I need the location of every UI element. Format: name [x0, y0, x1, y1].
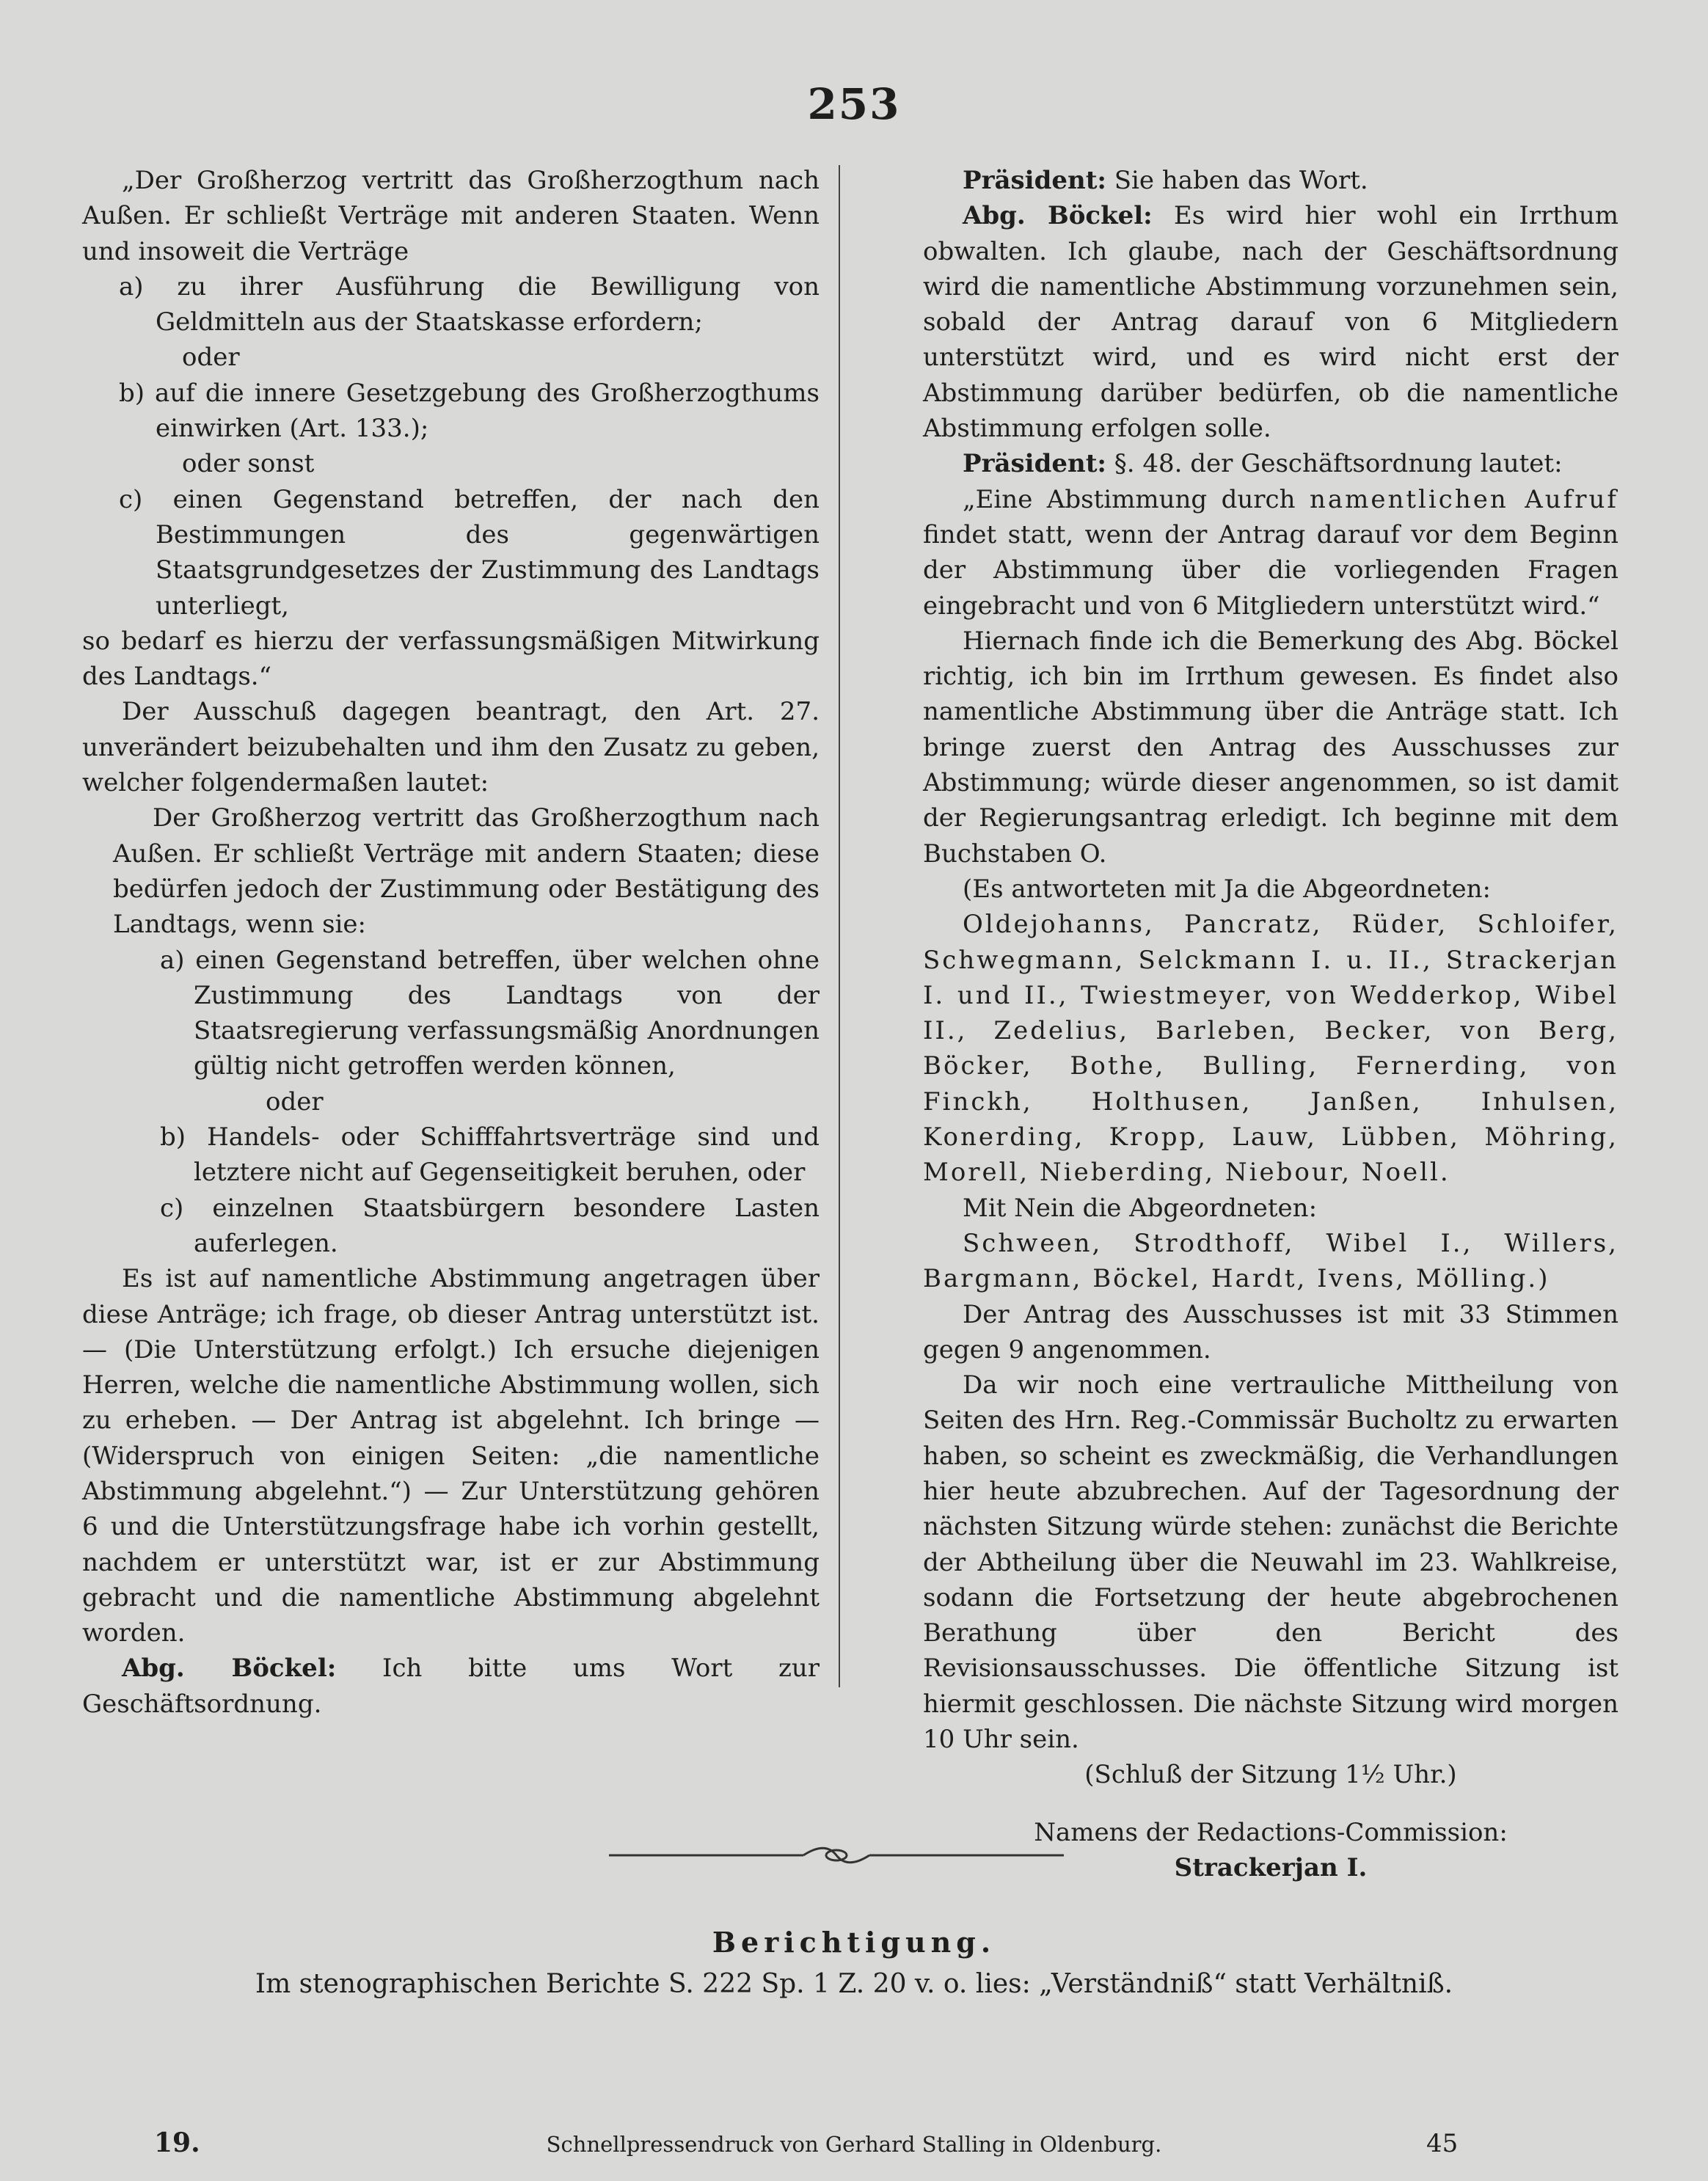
speaker-name: Präsident: [963, 166, 1106, 195]
rules-quote-emphasis: namentlichen Aufruf [1309, 484, 1618, 514]
vote-yes-heading: (Es antworteten mit Ja die Abgeordneten: [963, 874, 1491, 904]
footer-printer: Schnellpressendruck von Gerhard Stalling in Oldenburg. [546, 2132, 1162, 2157]
left-column [82, 163, 820, 1722]
speech-boeckel-2 [923, 198, 1618, 446]
correction-title: Berichtigung. [712, 1926, 996, 1959]
speaker-name: Abg. Böckel: [963, 201, 1153, 231]
session-end-note: (Schluß der Sitzung 1½ Uhr.) [1084, 1760, 1457, 1790]
speech-text: Es wird hier wohl ein Irrthum obwalten. Ich glaube, nach der Geschäftsordnung wird die namentliche Abstimmung vorzunehmen sein, sobald der Antrag darauf von 6 Mitgliedern unterstützt wird, und es wird nicht erst der Abstimmung darüber bedürfen, ob die namentliche Abstimmung erfolgen solle. [923, 201, 1619, 444]
rules-quote-start: „Eine Abstimmung durch [963, 484, 1310, 514]
speech-president-2 [923, 446, 1618, 481]
footer-page-count: 45 [1426, 2129, 1459, 2158]
speaker-name: Abg. Böckel: [122, 1654, 337, 1684]
list-item-a: a) zu ihrer Ausführung die Bewilligung von Geldmitteln aus der Staatskasse erfordern; [119, 271, 820, 337]
list-connector-oder-sonst: oder sonst [182, 449, 315, 479]
list-connector-oder: oder [182, 343, 240, 373]
list-item-b: b) auf die innere Gesetzgebung des Großherzogthums einwirken (Art. 133.); [119, 378, 820, 444]
vote-no-heading: Mit Nein die Abgeordneten: [963, 1193, 1318, 1223]
session-closing-remarks: Da wir noch eine vertrauliche Mittheilung von Seiten des Hrn. Reg.-Commissär Bucholtz zu erwarten haben, so scheint es zweckmäßig, die Verhandlungen hier heute abzubrechen. Auf der Tagesordnung der nächsten Sitzung würde stehen: zunächst die Berichte der Abtheilung über die Neuwahl im 23. Wahlkreise, sodann die Fortsetzung der heute abgebrochenen Berathung über den Bericht des Revisionsausschusses. Die öffentliche Sitzung ist hiermit geschlossen. Die nächste Sitzung wird morgen 10 Uhr sein. [923, 1370, 1618, 1755]
quote-conclusion: so bedarf es hierzu der verfassungsmäßigen Mitwirkung des Landtags.“ [82, 626, 820, 692]
speech-text: Ich bitte ums Wort zur Geschäftsordnung. [82, 1654, 820, 1719]
committee-item-c: c) einzelnen Staatsbürgern besondere Lasten auferlegen. [160, 1193, 820, 1258]
committee-text: Der Großherzog vertritt das Großherzogthum nach Außen. Er schließt Verträge mit andern Staaten; diese bedürfen jedoch der Zustimmung oder Bestätigung des Landtags, wenn sie: [113, 803, 820, 940]
vote-yes-names: Oldejohanns, Pancratz, Rüder, Schloifer, Schwegmann, Selckmann I. u. II., Strackerjan I. und II., Twiestmeyer, von Wedderkop, Wibel II., Zedelius, Barleben, Becker, von Berg, Böcker, Bothe, Bulling, Fernerding, von Finckh, Holthusen, Janßen, Inhulsen, Konerding, Kropp, Lauw, Lübben, Möhring, Morell, Nieberding, Niebour, Noell. [923, 910, 1618, 1188]
committee-proposal: Der Ausschuß dagegen beantragt, den Art. 27. unverändert beizubehalten und ihm den Zusatz zu geben, welcher folgendermaßen lautet: [82, 697, 820, 798]
column-divider [839, 165, 840, 1687]
speech-boeckel-1 [82, 1651, 820, 1722]
vote-no-names: Schween, Strodthoff, Wibel I., Willers, Bargmann, Böckel, Hardt, Ivens, Mölling.) [923, 1228, 1618, 1294]
speech-president-1 [923, 163, 1618, 198]
speech-text: Sie haben das Wort. [1106, 166, 1368, 195]
signature-name: Strackerjan I. [1174, 1852, 1368, 1882]
list-item-c: c) einen Gegenstand betreffen, der nach den Bestimmungen des gegenwärtigen Staatsgrundgesetzes der Zustimmung des Landtags unterliegt, [119, 484, 820, 621]
speech-text: §. 48. der Geschäftsordnung lautet: [1106, 449, 1563, 479]
footer-sheet-number: 19. [154, 2127, 200, 2158]
committee-item-a: a) einen Gegenstand betreffen, über welchen ohne Zustimmung des Landtags von der Staatsregierung verfassungsmäßig Anordnungen gültig nicht getroffen werden können, [160, 945, 820, 1081]
rules-quote [923, 482, 1618, 624]
committee-item-b: b) Handels- oder Schifffahrtsverträge sind und letztere nicht auf Gegenseitigkeit beruhen, oder [160, 1122, 820, 1188]
vote-result: Der Antrag des Ausschusses ist mit 33 Stimmen gegen 9 angenommen. [923, 1299, 1618, 1365]
correction-text: Im stenographischen Berichte S. 222 Sp. 1 Z. 20 v. o. lies: „Verständniß“ statt Verhältniß. [255, 1969, 1453, 1999]
quote-government-text: „Der Großherzog vertritt das Großherzogthum nach Außen. Er schließt Verträge mit anderen Staaten. Wenn und insoweit die Verträge [82, 166, 820, 266]
rules-quote-end: findet statt, wenn der Antrag darauf vor dem Beginn der Abstimmung über die vorliegenden Fragen eingebracht und von 6 Mitgliedern unterstützt wird.“ [923, 519, 1618, 621]
page-number: 253 [807, 79, 901, 129]
president-ruling: Hiernach finde ich die Bemerkung des Abg. Böckel richtig, ich bin im Irrthum gewesen. Es findet also namentliche Abstimmung über die Anträge statt. Ich bringe zuerst den Antrag des Ausschusses zur Abstimmung; würde dieser angenommen, so ist damit der Regierungsantrag erledigt. Ich beginne mit dem Buchstaben O. [923, 626, 1618, 869]
president-remarks: Es ist auf namentliche Abstimmung angetragen über diese Anträge; ich frage, ob dieser Antrag unterstützt ist. — (Die Unterstützung erfolgt.) Ich ersuche diejenigen Herren, welche die namentliche Abstimmung wollen, sich zu erheben. — Der Antrag ist abgelehnt. Ich bringe — (Widerspruch von einigen Seiten: „die namentliche Abstimmung abgelehnt.“) — Zur Unterstützung gehören 6 und die Unterstützungsfrage habe ich vorhin gestellt, nachdem er unterstützt war, ist er zur Abstimmung gebracht und die namentliche Abstimmung abgelehnt worden. [82, 1264, 820, 1648]
ornament-divider [609, 1844, 1064, 1866]
right-column [923, 163, 1618, 1885]
committee-connector-oder: oder [266, 1086, 324, 1117]
speaker-name: Präsident: [963, 449, 1106, 479]
signature-line: Namens der Redactions-Commission: [1034, 1817, 1508, 1847]
